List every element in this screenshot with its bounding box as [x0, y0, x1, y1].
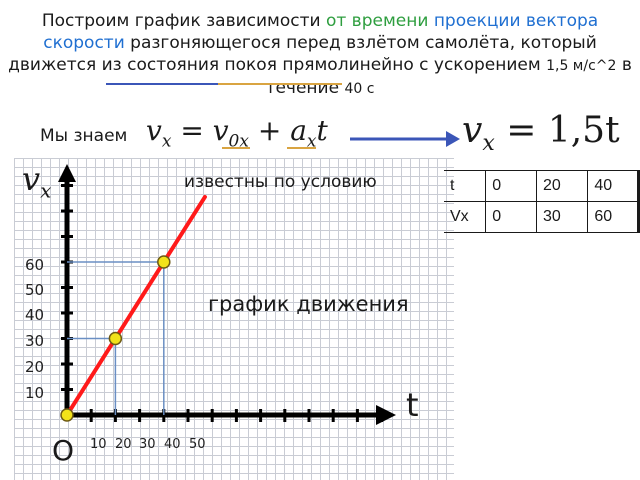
table-cell: 30 — [536, 202, 587, 233]
formula-eq: = — [171, 114, 213, 147]
formula-a: a — [290, 114, 307, 147]
y-tick-label: 50 — [25, 281, 45, 299]
y-tick-label: 20 — [25, 358, 45, 376]
table-header-vx: Vx — [444, 202, 486, 233]
table-cell: 0 — [486, 171, 537, 202]
axis-ticks — [61, 186, 382, 423]
table-cell: 0 — [486, 202, 537, 233]
title-highlight-velocity: проекции вектора скорости — [43, 11, 599, 53]
result-arrow-head-icon — [446, 131, 460, 147]
title-duration: 40 с — [344, 81, 375, 97]
known-condition-label: известны по условию — [184, 172, 377, 192]
result-v-sub: x — [482, 131, 495, 157]
data-point — [158, 256, 170, 268]
result-rhs: = 1,5t — [494, 110, 620, 151]
formula-v0: v — [212, 114, 229, 147]
x-tick-label: 40 — [164, 437, 181, 452]
title-highlight-time: от времени — [325, 11, 429, 31]
series-line — [67, 197, 205, 415]
formula-a-sub: x — [306, 131, 317, 152]
y-axis-sub: x — [40, 178, 52, 203]
series-line-vx — [67, 197, 205, 415]
x-axis-arrow-icon — [376, 405, 396, 425]
y-tick-label: 40 — [25, 306, 45, 324]
known-label: Мы знаем — [40, 126, 128, 146]
formula-t: t — [316, 114, 328, 147]
table-cell: 20 — [536, 171, 587, 202]
x-axis-name: t — [406, 386, 419, 424]
y-axis-v: v — [22, 160, 41, 198]
x-tick-label: 30 — [139, 437, 156, 452]
title-text-1: Построим график зависимости — [41, 11, 326, 31]
y-tick-label: 30 — [25, 332, 45, 350]
formula-v: v — [146, 114, 162, 147]
result-v: v — [462, 110, 483, 151]
formula-v0-sub: 0x — [228, 131, 249, 152]
formula-plus: + — [248, 114, 291, 147]
data-point — [109, 333, 121, 345]
title-text-2: разгоняющегося перед взлётом самолёта, который движется из состояния покоя прямолинейно с ускорением — [8, 33, 597, 75]
formula-v-sub: x — [161, 131, 172, 152]
table-cell: 40 — [588, 171, 639, 202]
x-tick-label: 10 — [90, 437, 107, 452]
x-tick-label: 50 — [189, 437, 206, 452]
data-point — [61, 409, 73, 421]
y-tick-label: 60 — [25, 256, 45, 274]
table-header-t: t — [444, 171, 486, 202]
title-text-3: в течение — [265, 55, 632, 98]
graph-label: график движения — [208, 292, 409, 316]
origin-label: O — [52, 434, 75, 467]
table-cell: 60 — [588, 202, 639, 233]
y-axis-arrow-icon — [58, 164, 76, 182]
x-tick-label: 20 — [115, 437, 132, 452]
title-acceleration: 1,5 м/с^2 — [546, 58, 617, 74]
y-tick-label: 10 — [25, 384, 45, 402]
